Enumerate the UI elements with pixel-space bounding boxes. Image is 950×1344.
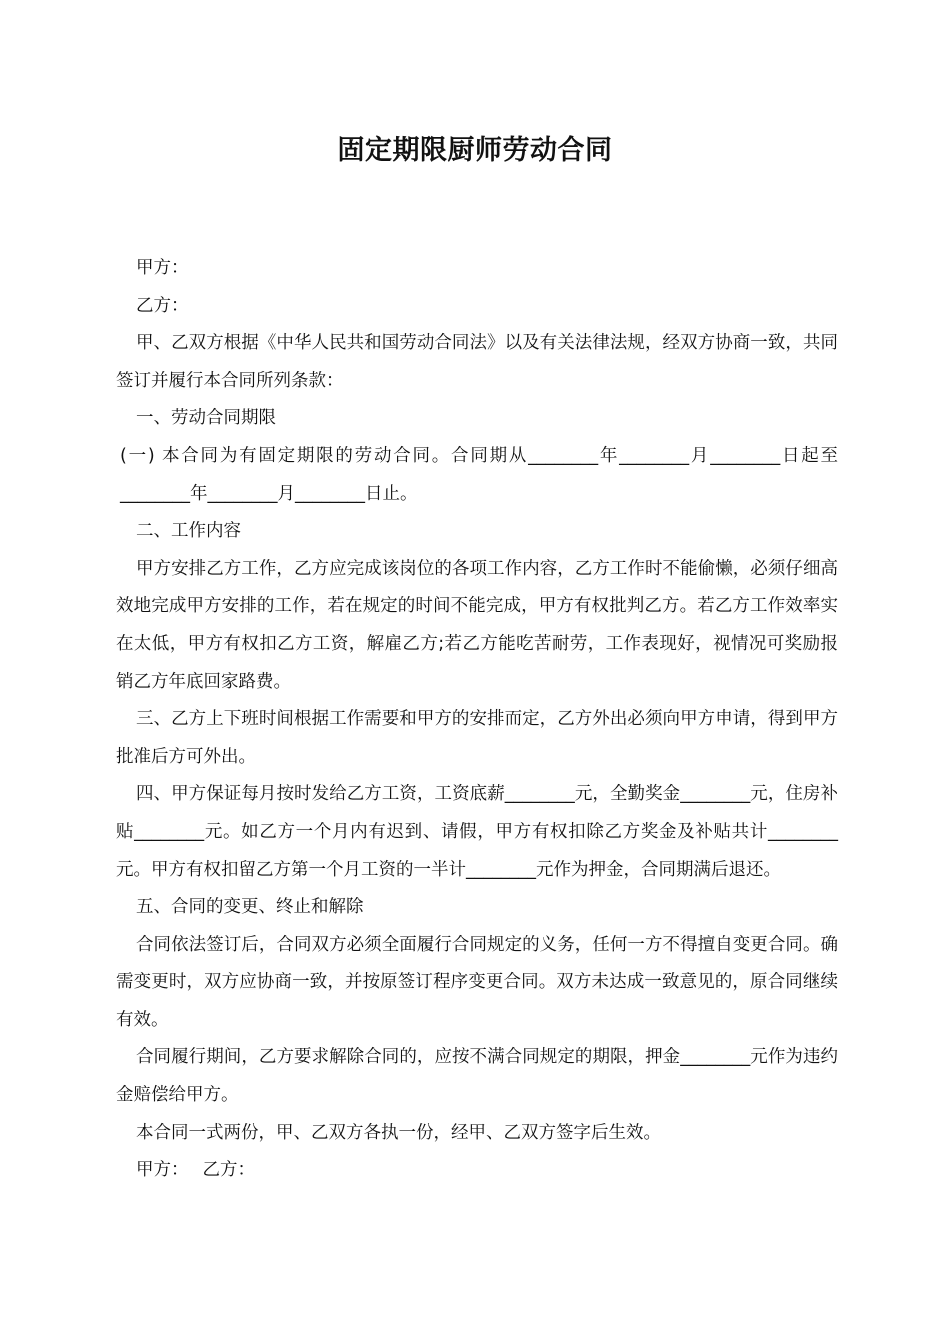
signature-party-a: 甲方： — [136, 1160, 189, 1181]
section-1-clause: (一) 本合同为有固定期限的劳动合同。合同期从________年________月________日起至________年________月________日止。 — [120, 445, 838, 504]
section-1-heading: 一、劳动合同期限 — [136, 408, 276, 429]
section-5-body-2: 合同履行期间，乙方要求解除合同的，应按不满合同规定的期限，押金________元作为违约金赔偿给甲方。 — [116, 1047, 838, 1106]
section-5-body-1: 合同依法签订后，合同双方必须全面履行合同规定的义务，任何一方不得擅自变更合同。确需变更时，双方应协商一致，并按原签订程序变更合同。双方未达成一致意见的，原合同继续有效。 — [116, 934, 838, 1030]
section-4-paragraph: 四、甲方保证每月按时发给乙方工资，工资底薪________元，全勤奖金________元，住房补贴________元。如乙方一个月内有迟到、请假，甲方有权扣除乙方奖金及补贴共计________元。甲方有权扣留乙方第一个月工资的一半计________元作为押金，合同期满后退还。 — [116, 784, 838, 880]
intro-paragraph: 甲、乙双方根据《中华人民共和国劳动合同法》以及有关法律法规，经双方协商一致，共同签订并履行本合同所列条款： — [116, 333, 838, 391]
section-3-paragraph: 三、乙方上下班时间根据工作需要和甲方的安排而定，乙方外出必须向甲方申请，得到甲方批准后方可外出。 — [116, 709, 838, 767]
section-2-heading: 二、工作内容 — [136, 521, 241, 542]
party-a-line: 甲方： — [136, 258, 189, 278]
signature-party-b: 乙方： — [202, 1160, 255, 1181]
signature-line — [116, 1152, 838, 1190]
document-title: 固定期限厨师劳动合同 — [337, 135, 613, 166]
section-5-heading: 五、合同的变更、终止和解除 — [136, 897, 364, 918]
closing-paragraph: 本合同一式两份，甲、乙双方各执一份，经甲、乙双方签字后生效。 — [136, 1122, 661, 1143]
party-b-line: 乙方： — [136, 295, 189, 316]
document-body — [116, 250, 838, 1190]
section-2-body: 甲方安排乙方工作，乙方应完成该岗位的各项工作内容，乙方工作时不能偷懒，必须仔细高效地完成甲方安排的工作，若在规定的时间不能完成，甲方有权批判乙方。若乙方工作效率实在太低，甲方有权扣乙方工资，解雇乙方;若乙方能吃苦耐劳，工作表现好，视情况可奖励报销乙方年底回家路费。 — [116, 558, 838, 692]
